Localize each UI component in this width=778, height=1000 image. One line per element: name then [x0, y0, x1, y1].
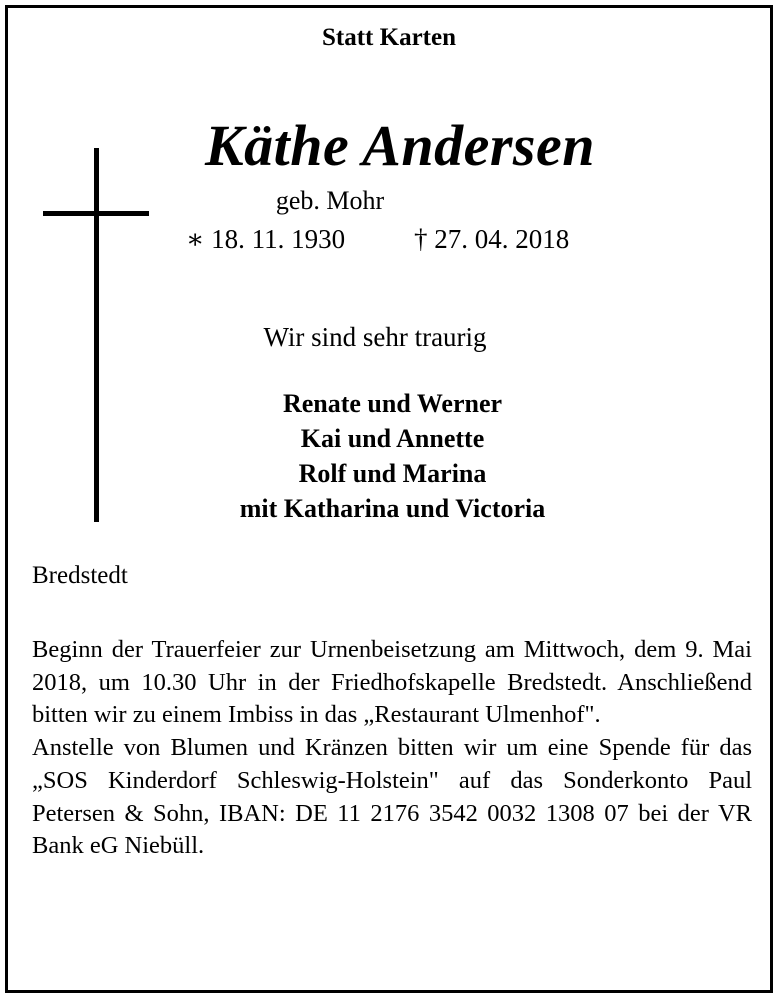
place-name: Bredstedt [32, 562, 128, 589]
birth-date: ∗ 18. 11. 1930 [186, 224, 346, 254]
notice-header: Statt Karten [322, 24, 456, 51]
cross-horizontal-bar [43, 211, 149, 216]
donation-paragraph: Anstelle von Blumen und Kränzen bitten wir um eine Spende für das „SOS Kinderdorf Schleswig-Holstein" auf das Sonderkonto Paul Petersen & Sohn, IBAN: DE 11 2176 3542 0032 1308 07 bei der VR Bank eG Niebüll. [32, 734, 752, 860]
mourner-line: Kai und Annette [300, 424, 485, 453]
funeral-details [32, 634, 752, 863]
mourner-line: Rolf und Marina [298, 459, 487, 488]
birth-name: geb. Mohr [275, 186, 385, 215]
mourner-line: mit Katharina und Victoria [239, 494, 546, 523]
cross-vertical-bar [94, 148, 99, 522]
mourner-line: Renate und Werner [282, 389, 503, 418]
ceremony-paragraph: Beginn der Trauerfeier zur Urnenbeisetzung am Mittwoch, dem 9. Mai 2018, um 10.30 Uhr in der Friedhofskapelle Bredstedt. Anschließend bitten wir zu einem Imbiss in das „Restaurant Ulmenhof". [32, 636, 752, 729]
sentiment-line: Wir sind sehr traurig [263, 322, 487, 352]
death-date: † 27. 04. 2018 [414, 224, 570, 254]
deceased-name: Käthe Andersen [205, 113, 595, 178]
mourners-list [140, 386, 645, 526]
cross-icon [43, 148, 149, 522]
